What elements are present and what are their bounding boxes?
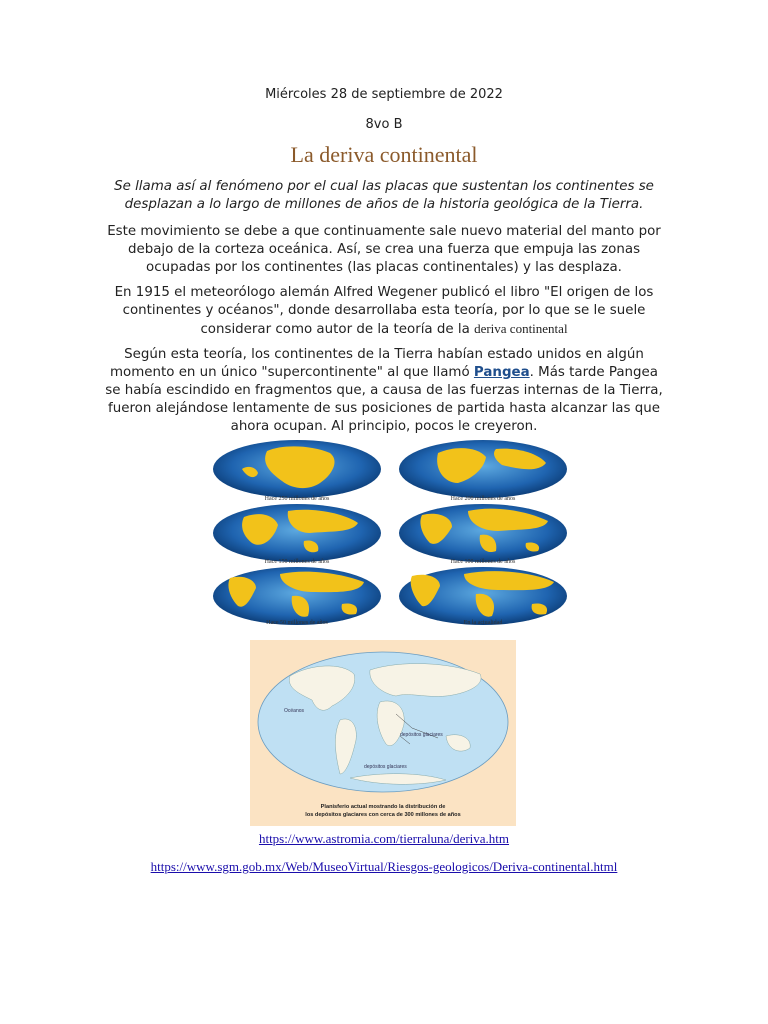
globe-250-image bbox=[212, 439, 382, 499]
globe-present-image bbox=[398, 566, 568, 626]
map-label-glacial-2: depósitos glaciares bbox=[364, 764, 407, 770]
globe-caption: Hace 250 millones de años bbox=[264, 496, 330, 502]
paragraph-wegener bbox=[104, 284, 664, 339]
pangea-text-a: Según esta teoría, los continentes de la Tierra habían estado unidos en algún momento en un único "supercontinente" al que llamó bbox=[109, 347, 644, 380]
date-line: Miércoles 28 de septiembre de 2022 bbox=[265, 87, 503, 102]
paragraph-pangea bbox=[104, 346, 664, 436]
deriva-continental-term: deriva continental bbox=[474, 321, 568, 336]
astromia-link[interactable]: https://www.astromia.com/tierraluna/deriva.htm bbox=[258, 831, 510, 846]
globe-50-image bbox=[212, 566, 382, 626]
pangea-link[interactable]: Pangea bbox=[473, 365, 530, 380]
globe-caption: En la actualidad bbox=[463, 620, 503, 626]
globe-100-image bbox=[398, 503, 568, 563]
map-label-oceans: Océanos bbox=[284, 708, 305, 714]
globe-caption: Hace 200 millones de años bbox=[450, 496, 516, 502]
globe-caption: Hace 100 millones de años bbox=[450, 559, 516, 565]
globe-caption: Hace 50 millones de años bbox=[266, 620, 328, 626]
paragraph-mechanism: Este movimiento se debe a que continuamente sale nuevo material del manto por debajo de la corteza oceánica. Así, se crea una fuerza que empuja las zonas ocupadas por los continentes (las placas continentales) y las desplaza. bbox=[107, 224, 661, 275]
glacial-deposits-map bbox=[250, 640, 516, 826]
paragraph-definition: Se llama así al fenómeno por el cual las placas que sustentan los continentes se desplazan a lo largo de millones de años de la historia geológica de la Tierra. bbox=[114, 179, 654, 212]
map-label-glacial-1: depósitos glaciares bbox=[400, 732, 443, 738]
sgm-link[interactable]: https://www.sgm.gob.mx/Web/MuseoVirtual/Riesgos-geologicos/Deriva-continental.html bbox=[150, 859, 618, 874]
map-caption-line-1: Planisferio actual mostrando la distribución de bbox=[320, 804, 446, 810]
pangea-text-b: . Más tarde Pangea se había escindido en fragmentos que, a causa de las fuerzas internas de la Tierra, fueron alejándose lentamente de sus posiciones de partida hasta alcanzar las que ahora ocupan. Al principio, pocos le creyeron. bbox=[105, 365, 663, 434]
globe-150-image bbox=[212, 503, 382, 563]
grade-line: 8vo B bbox=[365, 117, 403, 132]
wegener-text: En 1915 el meteorólogo alemán Alfred Wegener publicó el libro "El origen de los continentes y océanos", donde desarrollaba esta teoría, por lo que se le suele considerar como autor de la teoría de la bbox=[114, 285, 654, 337]
globe-caption: Hace 150 millones de años bbox=[264, 559, 330, 565]
globe-200-image bbox=[398, 439, 568, 499]
map-caption-line-2: los depósitos glaciares con cerca de 300 millones de años bbox=[305, 812, 461, 818]
page-title: La deriva continental bbox=[290, 142, 478, 167]
